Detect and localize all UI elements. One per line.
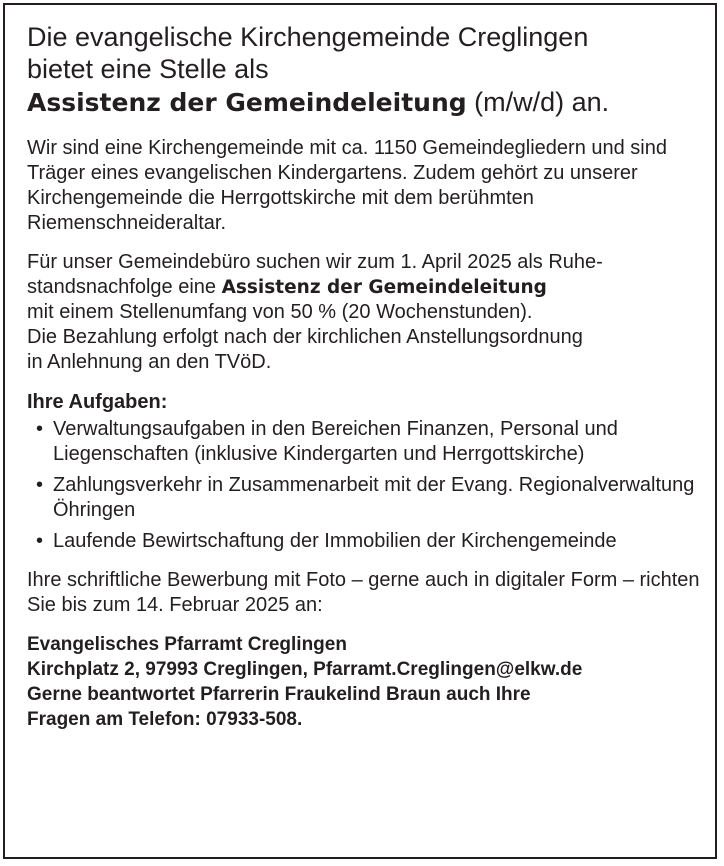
details-line-3: mit einem Stellenumfang von 50 % (20 Wochenstunden). [27,301,533,323]
paragraph-about-parish: Wir sind eine Kirchengemeinde mit ca. 1150 Gemeindegliedern und sind Träger eines evangelischen Kindergartens. Zudem gehört zu unserer Kirchengemeinde die Herrgottskirche mit dem berühmten Riemenschneideraltar. [27,137,667,234]
details-line-4: Die Bezahlung erfolgt nach der kirchlichen Anstellungsordnung [27,326,583,348]
details-line-1: Für unser Gemeindebüro suchen wir zum 1. April 2025 als Ruhe- [27,251,603,273]
ad-content [27,21,705,732]
task-text: Zahlungsverkehr in Zusammenarbeit mit der Evang. Regionalverwaltung Öhringen [53,474,695,521]
bullet-icon: • [36,418,44,440]
bullet-icon: • [36,530,44,552]
job-advertisement [3,3,717,859]
details-line-2-prefix: standsnachfolge eine [27,276,222,298]
position-suffix: (m/w/d) an. [466,87,610,117]
tasks-heading: Ihre Aufgaben: [27,391,168,413]
paragraph-position-details [27,250,705,375]
task-item [27,417,705,467]
contact-phone: Fragen am Telefon: 07933-508. [27,709,303,730]
bullet-icon: • [36,474,44,496]
task-text: Laufende Bewirtschaftung der Immobilien der Kirchengemeinde [53,530,617,552]
contact-block [27,632,705,732]
contact-address-email: Kirchplatz 2, 97993 Creglingen, Pfarramt.Creglingen@elkw.de [27,659,583,680]
tasks-list [27,417,705,554]
details-position-title: Assistenz der Gemeindeleitung [221,277,547,298]
contact-pastor: Gerne beantwortet Pfarrerin Fraukelind Braun auch Ihre [27,684,531,705]
task-item [27,529,705,554]
details-line-5: in Anlehnung an den TVöD. [27,351,272,373]
intro-line-1: Die evangelische Kirchengemeinde Creglingen [27,22,589,52]
position-headline [27,85,705,120]
position-title: Assistenz der Gemeindeleitung [27,88,467,117]
task-text: Verwaltungsaufgaben in den Bereichen Finanzen, Personal und Liegenschaften (inklusive Kindergarten und Herrgottskirche) [53,418,618,465]
application-instructions: Ihre schriftliche Bewerbung mit Foto – gerne auch in digitaler Form – richten Sie bis zum 14. Februar 2025 an: [27,569,700,616]
intro-line-2: bietet eine Stelle als [27,54,269,84]
contact-office: Evangelisches Pfarramt Creglingen [27,634,347,655]
task-item [27,473,705,523]
